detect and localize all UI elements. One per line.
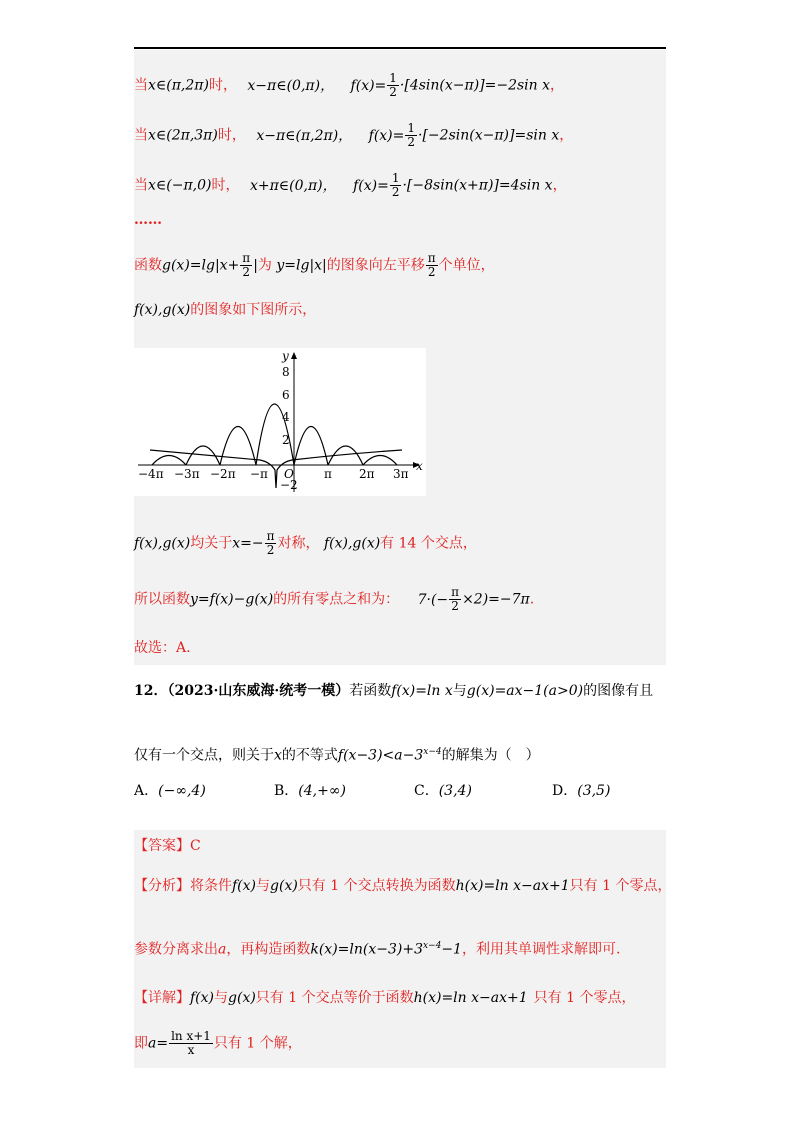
- x-tick-negpi: −π: [250, 467, 268, 481]
- y-axis-label: y: [282, 349, 289, 363]
- question-line-1: 12．（2023·山东威海·统考一模）若函数f(x)=ln x与g(x)=ax−1(a>0)的图像有且: [134, 683, 654, 699]
- detail-line-1: 【详解】f(x)与g(x)只有 1 个交点等价于函数h(x)=ln x−ax+1 只有 1 个零点，: [134, 990, 636, 1006]
- question-line-2: 仅有一个交点，则关于x的不等式$f(x-3)<a-3^{x-4}$的解集为（ ）: [134, 747, 540, 764]
- option-b[interactable]: B．(4,+∞): [274, 783, 346, 799]
- origin-label: O: [284, 467, 294, 481]
- header-rule: [134, 47, 666, 49]
- x-tick-neg2pi: −2π: [210, 467, 236, 481]
- symmetry-line: f(x),g(x)均关于x=− $\frac{\pi}{2}$ 对称， f(x),g(x)有 14 个交点，: [134, 529, 477, 557]
- y-tick-neg2: −2: [280, 478, 298, 492]
- f-curve: [152, 404, 397, 465]
- x-tick-neg4pi: −4π: [138, 467, 164, 481]
- analysis-line-1: 【分析】将条件f(x)与g(x)只有 1 个交点转换为函数h(x)=ln x−ax+1只有 1 个零点，: [134, 878, 672, 894]
- graph-intro-line: f(x),g(x)的图象如下图所示，: [134, 302, 317, 318]
- x-tick-2pi: 2π: [359, 467, 375, 481]
- choice-line: 故选：A.: [134, 640, 191, 656]
- case-line-2: 当x∈(2π,3π)时， x−π∈(π,2π)， f(x)= $\frac{1}{2}$ ·[−2sin(x−π)]=sin x，: [134, 121, 574, 149]
- y-tick-6: 6: [282, 388, 290, 402]
- case-line-1: 当x∈(π,2π)时， x−π∈(0,π)， f(x)= $\frac{1}{2}$ ·[4sin(x−π)]=−2sin x，: [134, 71, 565, 99]
- x-tick-3pi: 3π: [393, 467, 409, 481]
- detail-line-2: 即a= $\frac{\text{ln x+1}}{x}$ 只有 1 个解，: [134, 1029, 302, 1057]
- x-axis-label: x: [416, 459, 423, 473]
- case-line-3: 当x∈(−π,0)时， x+π∈(0,π)， f(x)= $\frac{1}{2}$ ·[−8sin(x+π)]=4sin x，: [134, 171, 567, 199]
- option-c[interactable]: C．(3,4): [414, 783, 472, 799]
- y-tick-8: 8: [282, 365, 290, 379]
- shift-line: 函数g(x)=lg|x+ $\frac{\pi}{2}$ |为 y=lg|x|的图象向左平移 $\frac{\pi}{2}$ 个单位，: [134, 251, 495, 279]
- x-tick-labels: [138, 467, 409, 481]
- y-tick-4: 4: [282, 410, 290, 424]
- x-tick-neg3pi: −3π: [174, 467, 200, 481]
- sum-line: 所以函数y=f(x)−g(x)的所有零点之和为： 7·(− $\frac{\pi}{2}$ ×2)=−7π.: [134, 585, 535, 613]
- x-tick-pi: π: [324, 467, 332, 481]
- y-axis-arrow: [291, 352, 297, 359]
- option-a[interactable]: A．(−∞,4): [134, 783, 206, 799]
- function-graph: [134, 348, 426, 496]
- answer-line: 【答案】C: [134, 838, 201, 854]
- option-d[interactable]: D．(3,5): [552, 783, 611, 799]
- ellipsis: ……: [134, 212, 162, 228]
- y-tick-2: 2: [282, 433, 290, 447]
- analysis-line-2: 参数分离求出a，再构造函数$k(x)=\ln(x-3)+3^{x-4}-1$，利用其单调性求解即可.: [134, 941, 621, 958]
